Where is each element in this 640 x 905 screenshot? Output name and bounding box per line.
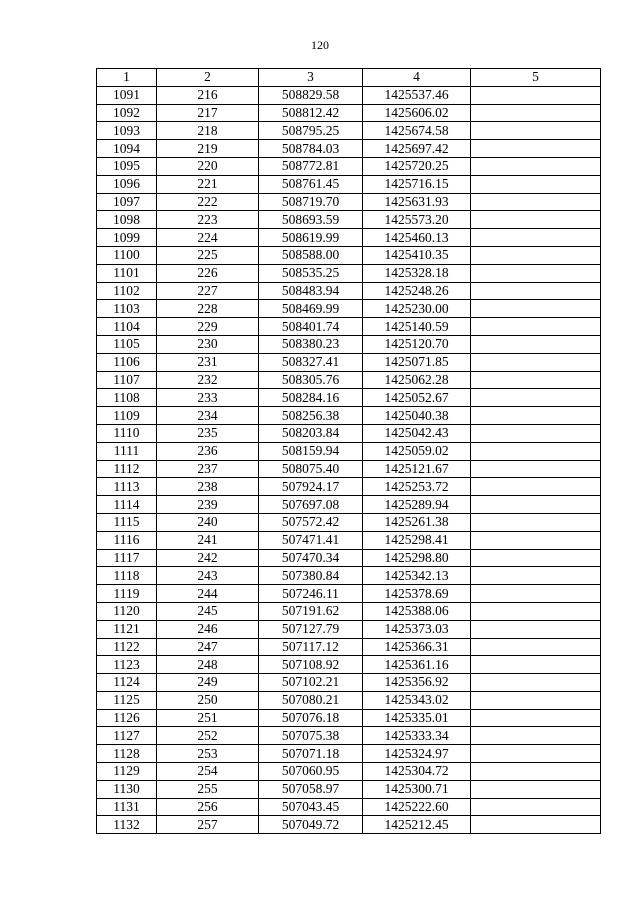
header-row	[97, 69, 601, 87]
table-row	[97, 353, 601, 371]
table-cell	[471, 175, 601, 193]
table-row	[97, 513, 601, 531]
table-cell: 507075.38	[259, 727, 363, 745]
table-cell	[471, 656, 601, 674]
column-header: 3	[259, 69, 363, 87]
table-cell: 1109	[97, 407, 157, 425]
table-cell: 1103	[97, 300, 157, 318]
table-cell: 1131	[97, 798, 157, 816]
table-cell: 1098	[97, 211, 157, 229]
table-cell: 1125	[97, 691, 157, 709]
table-cell: 1096	[97, 175, 157, 193]
table-cell: 507060.95	[259, 763, 363, 781]
table-cell	[471, 763, 601, 781]
table-row	[97, 549, 601, 567]
table-cell	[471, 371, 601, 389]
table-cell	[471, 460, 601, 478]
table-cell	[471, 424, 601, 442]
table-cell: 1110	[97, 424, 157, 442]
table-cell	[471, 353, 601, 371]
table-cell: 230	[157, 335, 259, 353]
table-cell: 1425248.26	[363, 282, 471, 300]
table-cell: 231	[157, 353, 259, 371]
table-cell: 1425222.60	[363, 798, 471, 816]
table-cell: 507058.97	[259, 780, 363, 798]
table-cell: 508380.23	[259, 335, 363, 353]
table-cell: 1425324.97	[363, 745, 471, 763]
table-cell: 507470.34	[259, 549, 363, 567]
table-cell	[471, 496, 601, 514]
table-cell: 1425342.13	[363, 567, 471, 585]
table-cell: 1425410.35	[363, 246, 471, 264]
table-cell: 1094	[97, 140, 157, 158]
table-cell	[471, 531, 601, 549]
table-row	[97, 780, 601, 798]
table-header	[97, 69, 601, 87]
table-cell: 1104	[97, 318, 157, 336]
table-cell	[471, 745, 601, 763]
table-cell: 246	[157, 620, 259, 638]
table-row	[97, 193, 601, 211]
table-cell: 1425261.38	[363, 513, 471, 531]
table-cell	[471, 602, 601, 620]
table-cell: 1119	[97, 585, 157, 603]
table-cell: 257	[157, 816, 259, 834]
table-cell: 245	[157, 602, 259, 620]
table-cell: 256	[157, 798, 259, 816]
table-cell: 508719.70	[259, 193, 363, 211]
table-cell: 1425304.72	[363, 763, 471, 781]
table-cell: 235	[157, 424, 259, 442]
table-cell: 242	[157, 549, 259, 567]
table-cell: 507191.62	[259, 602, 363, 620]
table-cell: 218	[157, 122, 259, 140]
table-cell: 507102.21	[259, 674, 363, 692]
table-cell: 1425120.70	[363, 335, 471, 353]
table-cell: 1118	[97, 567, 157, 585]
table-cell	[471, 264, 601, 282]
table-cell: 1425361.16	[363, 656, 471, 674]
table-cell	[471, 193, 601, 211]
table-cell: 216	[157, 86, 259, 104]
table-cell: 238	[157, 478, 259, 496]
table-row	[97, 122, 601, 140]
table-cell: 219	[157, 140, 259, 158]
table-row	[97, 246, 601, 264]
column-header: 5	[471, 69, 601, 87]
table-cell: 1120	[97, 602, 157, 620]
table-cell: 1425298.80	[363, 549, 471, 567]
table-cell: 507471.41	[259, 531, 363, 549]
table-cell: 1425289.94	[363, 496, 471, 514]
table-cell	[471, 246, 601, 264]
table-cell	[471, 709, 601, 727]
table-row	[97, 798, 601, 816]
table-cell: 222	[157, 193, 259, 211]
table-cell: 1425298.41	[363, 531, 471, 549]
table-row	[97, 104, 601, 122]
table-cell: 220	[157, 157, 259, 175]
table-cell: 1425674.58	[363, 122, 471, 140]
table-cell: 248	[157, 656, 259, 674]
table-cell: 508327.41	[259, 353, 363, 371]
table-cell: 508829.58	[259, 86, 363, 104]
table-cell	[471, 300, 601, 318]
table-row	[97, 318, 601, 336]
table-cell: 508203.84	[259, 424, 363, 442]
table-cell	[471, 335, 601, 353]
table-cell: 508284.16	[259, 389, 363, 407]
table-cell: 507071.18	[259, 745, 363, 763]
table-row	[97, 656, 601, 674]
table-cell: 254	[157, 763, 259, 781]
table-row	[97, 229, 601, 247]
table-cell: 1425230.00	[363, 300, 471, 318]
table-cell: 1425378.69	[363, 585, 471, 603]
table-cell: 250	[157, 691, 259, 709]
table-cell	[471, 638, 601, 656]
table-cell: 1108	[97, 389, 157, 407]
table-cell: 1128	[97, 745, 157, 763]
table-cell: 508588.00	[259, 246, 363, 264]
table-row	[97, 496, 601, 514]
table-cell: 1425040.38	[363, 407, 471, 425]
table-cell	[471, 585, 601, 603]
table-row	[97, 424, 601, 442]
table-cell: 508535.25	[259, 264, 363, 282]
table-cell: 508619.99	[259, 229, 363, 247]
table-cell: 1117	[97, 549, 157, 567]
table-cell	[471, 282, 601, 300]
table-row	[97, 691, 601, 709]
table-cell	[471, 478, 601, 496]
table-cell: 1106	[97, 353, 157, 371]
table-cell: 508159.94	[259, 442, 363, 460]
table-cell	[471, 727, 601, 745]
table-cell: 507246.11	[259, 585, 363, 603]
table-cell: 1095	[97, 157, 157, 175]
table-cell: 1122	[97, 638, 157, 656]
table-cell	[471, 567, 601, 585]
table-cell: 228	[157, 300, 259, 318]
table-row	[97, 407, 601, 425]
table-row	[97, 442, 601, 460]
table-cell: 507572.42	[259, 513, 363, 531]
table-row	[97, 300, 601, 318]
table-cell	[471, 691, 601, 709]
table-row	[97, 371, 601, 389]
table-cell: 244	[157, 585, 259, 603]
table-cell	[471, 157, 601, 175]
table-cell	[471, 798, 601, 816]
table-cell: 240	[157, 513, 259, 531]
table-cell	[471, 389, 601, 407]
table-cell: 1115	[97, 513, 157, 531]
table-row	[97, 709, 601, 727]
table-cell: 223	[157, 211, 259, 229]
table-row	[97, 335, 601, 353]
table-cell: 1425573.20	[363, 211, 471, 229]
table-cell: 1425212.45	[363, 816, 471, 834]
table-cell: 507076.18	[259, 709, 363, 727]
table-cell	[471, 211, 601, 229]
table-row	[97, 567, 601, 585]
table-row	[97, 86, 601, 104]
table-cell	[471, 620, 601, 638]
table-row	[97, 763, 601, 781]
table-cell: 1112	[97, 460, 157, 478]
table-cell: 1130	[97, 780, 157, 798]
table-cell: 1425071.85	[363, 353, 471, 371]
table-cell	[471, 122, 601, 140]
table-cell: 507108.92	[259, 656, 363, 674]
table-cell: 1091	[97, 86, 157, 104]
table-cell: 1107	[97, 371, 157, 389]
table-cell: 243	[157, 567, 259, 585]
table-cell	[471, 816, 601, 834]
table-cell: 1114	[97, 496, 157, 514]
table-cell: 1092	[97, 104, 157, 122]
table-row	[97, 211, 601, 229]
table-cell: 1425042.43	[363, 424, 471, 442]
table-cell: 1425333.34	[363, 727, 471, 745]
table-cell: 1099	[97, 229, 157, 247]
table-cell: 1425356.92	[363, 674, 471, 692]
table-cell: 1425716.15	[363, 175, 471, 193]
table-cell	[471, 674, 601, 692]
table-cell: 1113	[97, 478, 157, 496]
table-cell: 1129	[97, 763, 157, 781]
table-cell: 221	[157, 175, 259, 193]
table-row	[97, 602, 601, 620]
table-cell: 1124	[97, 674, 157, 692]
table-cell: 1425537.46	[363, 86, 471, 104]
table-cell: 229	[157, 318, 259, 336]
table-cell: 1123	[97, 656, 157, 674]
table-cell: 507043.45	[259, 798, 363, 816]
table-cell: 249	[157, 674, 259, 692]
table-cell: 508812.42	[259, 104, 363, 122]
table-cell: 508693.59	[259, 211, 363, 229]
table-cell	[471, 513, 601, 531]
table-cell: 1425253.72	[363, 478, 471, 496]
table-cell: 1425062.28	[363, 371, 471, 389]
table-cell: 1425335.01	[363, 709, 471, 727]
table-row	[97, 620, 601, 638]
table-cell: 224	[157, 229, 259, 247]
coordinates-table	[96, 68, 601, 834]
table-cell: 1425300.71	[363, 780, 471, 798]
table-cell	[471, 780, 601, 798]
table-cell: 234	[157, 407, 259, 425]
table-cell: 1425720.25	[363, 157, 471, 175]
table-cell: 508305.76	[259, 371, 363, 389]
table-cell	[471, 549, 601, 567]
table-cell: 1425121.67	[363, 460, 471, 478]
table-cell: 251	[157, 709, 259, 727]
table-cell: 237	[157, 460, 259, 478]
table-cell: 1105	[97, 335, 157, 353]
table-row	[97, 140, 601, 158]
column-header: 4	[363, 69, 471, 87]
table-cell	[471, 442, 601, 460]
table-cell: 508772.81	[259, 157, 363, 175]
table-cell: 255	[157, 780, 259, 798]
table-cell: 225	[157, 246, 259, 264]
table-cell: 252	[157, 727, 259, 745]
table-cell: 1425631.93	[363, 193, 471, 211]
table-cell: 1425606.02	[363, 104, 471, 122]
table-cell: 1127	[97, 727, 157, 745]
table-cell: 508483.94	[259, 282, 363, 300]
table-cell: 233	[157, 389, 259, 407]
table-row	[97, 674, 601, 692]
table-cell: 1121	[97, 620, 157, 638]
table-row	[97, 282, 601, 300]
table-cell: 1093	[97, 122, 157, 140]
table-cell: 1102	[97, 282, 157, 300]
page-number: 120	[311, 38, 329, 52]
table-cell: 236	[157, 442, 259, 460]
table-body	[97, 86, 601, 833]
table-cell	[471, 104, 601, 122]
table-row	[97, 264, 601, 282]
table-cell: 1425059.02	[363, 442, 471, 460]
table-cell: 1116	[97, 531, 157, 549]
table-cell: 1425052.67	[363, 389, 471, 407]
table-cell: 1425343.02	[363, 691, 471, 709]
table-cell: 507697.08	[259, 496, 363, 514]
table-cell	[471, 86, 601, 104]
table-cell: 1425373.03	[363, 620, 471, 638]
table-cell: 1425460.13	[363, 229, 471, 247]
table-cell: 1425328.18	[363, 264, 471, 282]
table-cell: 1425697.42	[363, 140, 471, 158]
table-cell: 508075.40	[259, 460, 363, 478]
table-cell: 508401.74	[259, 318, 363, 336]
table-row	[97, 175, 601, 193]
column-header: 1	[97, 69, 157, 87]
table-row	[97, 745, 601, 763]
table-cell: 247	[157, 638, 259, 656]
table-cell: 1101	[97, 264, 157, 282]
table-cell: 253	[157, 745, 259, 763]
table-row	[97, 460, 601, 478]
table-cell	[471, 407, 601, 425]
table-cell: 1425366.31	[363, 638, 471, 656]
table-row	[97, 531, 601, 549]
table-cell: 507380.84	[259, 567, 363, 585]
table-row	[97, 816, 601, 834]
table-cell: 507080.21	[259, 691, 363, 709]
table-row	[97, 727, 601, 745]
table-cell: 1425388.06	[363, 602, 471, 620]
table-cell: 232	[157, 371, 259, 389]
table-cell: 1126	[97, 709, 157, 727]
table-cell: 227	[157, 282, 259, 300]
table-cell: 508256.38	[259, 407, 363, 425]
table-cell: 507049.72	[259, 816, 363, 834]
table-cell	[471, 318, 601, 336]
table-cell: 1097	[97, 193, 157, 211]
table-cell: 507117.12	[259, 638, 363, 656]
table-cell: 508795.25	[259, 122, 363, 140]
table-cell: 508761.45	[259, 175, 363, 193]
table-cell: 1425140.59	[363, 318, 471, 336]
table-cell: 217	[157, 104, 259, 122]
table-cell: 226	[157, 264, 259, 282]
table-cell: 507127.79	[259, 620, 363, 638]
table-cell: 1100	[97, 246, 157, 264]
column-header: 2	[157, 69, 259, 87]
table-row	[97, 157, 601, 175]
table-row	[97, 585, 601, 603]
table-cell: 508469.99	[259, 300, 363, 318]
table-cell	[471, 229, 601, 247]
table-row	[97, 389, 601, 407]
table-cell: 1132	[97, 816, 157, 834]
table-row	[97, 478, 601, 496]
table-cell: 241	[157, 531, 259, 549]
table-row	[97, 638, 601, 656]
table-cell: 507924.17	[259, 478, 363, 496]
table-cell	[471, 140, 601, 158]
table-cell: 239	[157, 496, 259, 514]
table-cell: 1111	[97, 442, 157, 460]
table-cell: 508784.03	[259, 140, 363, 158]
